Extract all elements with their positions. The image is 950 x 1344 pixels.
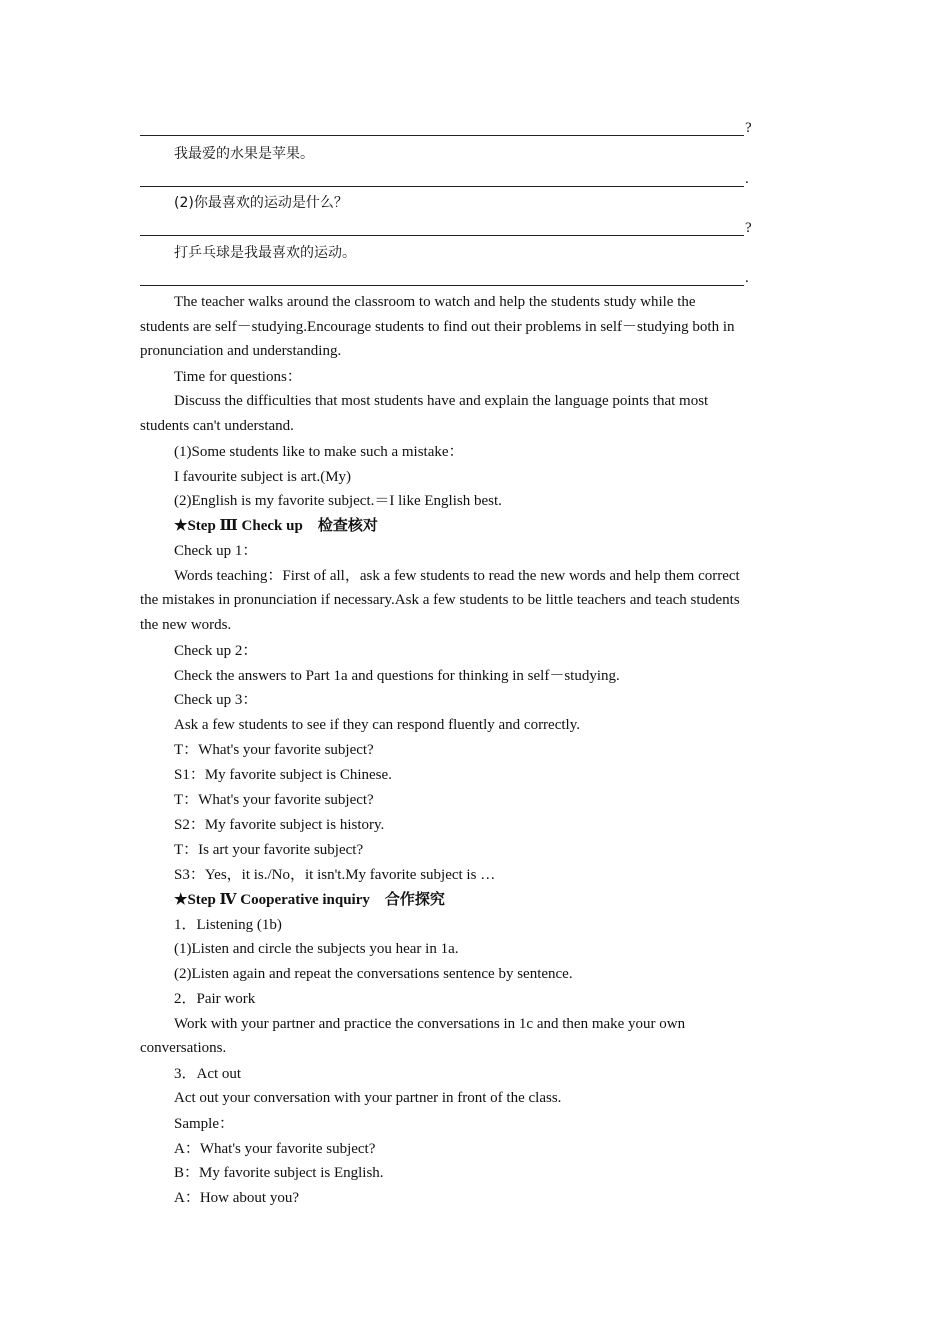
text-line: Time for questions： bbox=[174, 369, 302, 385]
text-line: (2)English is my favorite subject.＝I like English best. bbox=[174, 493, 502, 509]
text-line: I favourite subject is art.(My) bbox=[174, 469, 352, 485]
text-line: T：Is art your favorite subject? bbox=[174, 842, 364, 858]
text-line: A：How about you? bbox=[174, 1190, 299, 1206]
text-line: Check up 1： bbox=[174, 543, 258, 559]
text-line: Check the answers to Part 1a and questions for thinking in self－studying. bbox=[174, 668, 620, 684]
text-line: Discuss the difficulties that most students have and explain the language points that most bbox=[174, 393, 709, 409]
text-line: Check up 2： bbox=[174, 643, 258, 659]
answer-blank-line bbox=[140, 135, 744, 136]
section-heading: ★Step Ⅲ Check up 检查核对 bbox=[174, 518, 378, 534]
text-line: (1)Some students like to make such a mistake： bbox=[174, 444, 464, 460]
blank-end-punctuation: . bbox=[745, 270, 749, 286]
text-line: conversations. bbox=[140, 1040, 227, 1056]
text-line: 1．Listening (1b) bbox=[174, 917, 282, 933]
text-line: Act out your conversation with your partner in front of the class. bbox=[174, 1090, 562, 1106]
text-line: B：My favorite subject is English. bbox=[174, 1165, 384, 1181]
text-line: (2)你最喜欢的运动是什么？ bbox=[174, 195, 348, 211]
answer-blank-line bbox=[140, 186, 744, 187]
text-line: Work with your partner and practice the conversations in 1c and then make your own bbox=[174, 1016, 686, 1032]
text-line: 2．Pair work bbox=[174, 991, 256, 1007]
text-line: 我最爱的水果是苹果。 bbox=[174, 146, 314, 162]
text-line: T：What's your favorite subject? bbox=[174, 742, 374, 758]
text-line: Check up 3： bbox=[174, 692, 258, 708]
text-line: (2)Listen again and repeat the conversations sentence by sentence. bbox=[174, 966, 573, 982]
blank-end-punctuation: . bbox=[745, 171, 749, 187]
answer-blank-line bbox=[140, 235, 744, 236]
text-line: S3：Yes，it is./No，it isn't.My favorite subject is … bbox=[174, 867, 496, 883]
text-line: the mistakes in pronunciation if necessary.Ask a few students to be little teachers and teach students bbox=[140, 592, 740, 608]
blank-end-punctuation: ? bbox=[745, 120, 752, 136]
text-line: 打乒乓球是我最喜欢的运动。 bbox=[174, 245, 356, 261]
text-line: pronunciation and understanding. bbox=[140, 343, 342, 359]
blank-end-punctuation: ? bbox=[745, 220, 752, 236]
section-heading: ★Step Ⅳ Cooperative inquiry 合作探究 bbox=[174, 892, 445, 908]
answer-blank-line bbox=[140, 285, 744, 286]
text-line: S2：My favorite subject is history. bbox=[174, 817, 385, 833]
text-line: Sample： bbox=[174, 1116, 234, 1132]
text-line: students are self－studying.Encourage students to find out their problems in self－studying both in bbox=[140, 319, 735, 335]
text-line: The teacher walks around the classroom to watch and help the students study while the bbox=[174, 294, 696, 310]
text-line: A：What's your favorite subject? bbox=[174, 1141, 376, 1157]
text-line: S1：My favorite subject is Chinese. bbox=[174, 767, 392, 783]
text-line: Ask a few students to see if they can respond fluently and correctly. bbox=[174, 717, 580, 733]
text-line: students can't understand. bbox=[140, 418, 294, 434]
text-line: 3．Act out bbox=[174, 1066, 242, 1082]
text-line: the new words. bbox=[140, 617, 232, 633]
text-line: Words teaching：First of all，ask a few students to read the new words and help them correct bbox=[174, 568, 740, 584]
text-line: T：What's your favorite subject? bbox=[174, 792, 374, 808]
text-line: (1)Listen and circle the subjects you hear in 1a. bbox=[174, 941, 459, 957]
